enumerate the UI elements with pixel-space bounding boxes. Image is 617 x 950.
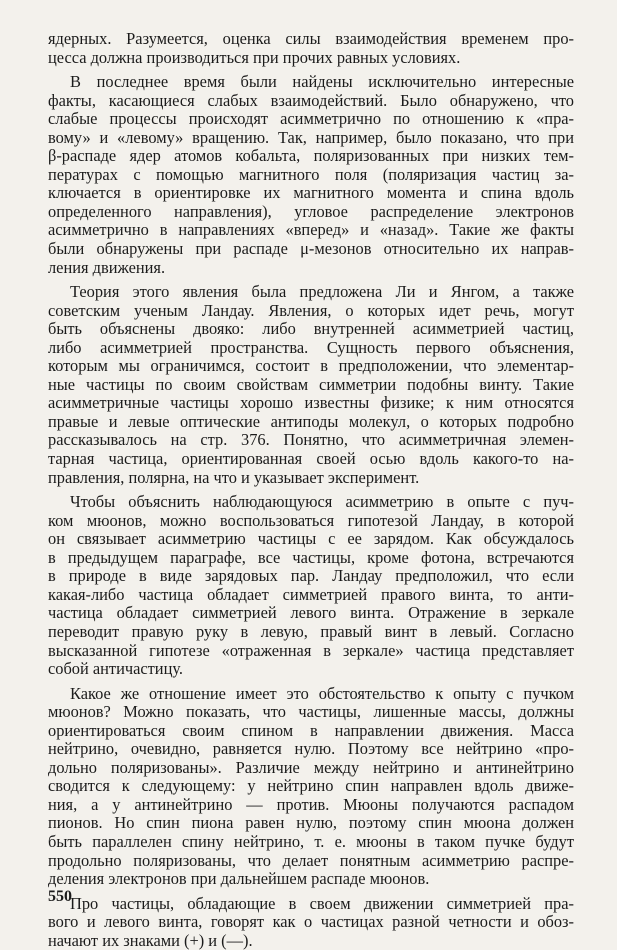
text-line: вому» и «левому» вращению. Так, например, было показано, что при	[48, 127, 574, 147]
text-line: в природе в виде зарядовых пар. Ландау предположил, что если	[48, 566, 574, 586]
text-line: асимметричные частицы хорошо известны физике; к ним относятся	[48, 393, 574, 413]
text-line: он связывает асимметрию частицы с ее зарядом. Как обсуждалось	[48, 529, 574, 549]
text-line: которым мы ограничимся, состоит в предположении, что элементар-	[48, 356, 574, 376]
text-line: либо асимметрией пространства. Сущность первого объяснения,	[48, 337, 574, 357]
text-line: мюонов? Можно показать, что частицы, лишенные массы, должны	[48, 702, 574, 722]
text-line: какая-либо частица обладает симметрией правого винта, то анти-	[48, 584, 574, 604]
paragraph	[48, 30, 574, 67]
paragraph	[48, 73, 574, 277]
text-line: были обнаружены при распаде μ-мезонов относительно их направ-	[48, 239, 574, 259]
text-line: советским ученым Ландау. Явления, о которых идет речь, могут	[48, 300, 574, 320]
text-line: правые и левые оптические антиподы молекул, о которых подробно	[48, 411, 574, 431]
paragraph	[48, 685, 574, 889]
text-line: дольно поляризованы». Различие между нейтрино и антинейтрино	[48, 757, 574, 777]
text-line: ния, а у антинейтрино — против. Мюоны получаются распадом	[48, 794, 574, 814]
text-line: тарная частица, ориентированная своей осью вдоль какого-то на-	[48, 449, 574, 469]
text-line: сводится к следующему: у нейтрино спин направлен вдоль движе-	[48, 776, 574, 796]
text-line: асимметрично в направлениях «вперед» и «назад». Такие же факты	[48, 220, 574, 240]
text-line: Теория этого явления была предложена Ли и Янгом, а также	[70, 282, 574, 302]
page-number: 550	[48, 888, 72, 905]
text-line: определенного направления), угловое распределение электронов	[48, 201, 574, 221]
text-line: правления, полярна, на что и указывает эксперимент.	[48, 467, 420, 487]
text-line: вого и левого винта, говорят как о частицах разной четности и обоз-	[48, 912, 574, 932]
text-line: частица обладает симметрией левого винта. Отражение в зеркале	[48, 603, 574, 623]
text-line: ключается в ориентировке их магнитного момента и спина вдоль	[48, 183, 574, 203]
text-line: пературах с помощью магнитного поля (поляризация частиц за-	[48, 164, 574, 184]
text-line: ления движения.	[48, 257, 166, 277]
text-line: β-распаде ядер атомов кобальта, поляризованных при низких тем-	[48, 146, 574, 166]
text-line: продольно поляризованы, что делает понятным асимметрию распре-	[48, 850, 574, 870]
text-line: начают их знаками (+) и (—).	[48, 930, 253, 950]
text-line: быть параллелен спину нейтрино, т. е. мюоны в таком пучке будут	[48, 831, 574, 851]
paragraph	[48, 895, 574, 950]
text-line: В последнее время были найдены исключительно интересные	[70, 72, 574, 92]
text-line: Чтобы объяснить наблюдающуюся асимметрию в опыте с пуч-	[70, 492, 574, 512]
text-line: слабые процессы происходят асимметрично по отношению к «пра-	[48, 109, 574, 129]
text-line: ядерных. Разумеется, оценка силы взаимодействия временем про-	[48, 29, 574, 48]
text-line: нейтрино, очевидно, равняется нулю. Поэтому все нейтрино «про-	[48, 739, 574, 759]
text-line: факты, касающиеся слабых взаимодействий. Было обнаружено, что	[48, 90, 574, 110]
text-line: ком мюонов, можно воспользоваться гипотезой Ландау, в которой	[48, 510, 574, 530]
text-line: собой античастицу.	[48, 659, 184, 679]
text-line: переводит правую руку в левую, правый винт в левый. Согласно	[48, 621, 574, 641]
body-text	[48, 30, 574, 950]
text-line: пионов. Но спин пиона равен нулю, поэтому спин мюона должен	[48, 813, 574, 833]
text-line: деления электронов при дальнейшем распаде мюонов.	[48, 869, 430, 889]
paragraph	[48, 493, 574, 678]
text-line: цесса должна производиться при прочих равных условиях.	[48, 47, 461, 67]
text-line: в предыдущем параграфе, все частицы, кроме фотона, встречаются	[48, 547, 574, 567]
paragraph	[48, 283, 574, 487]
text-line: ные частицы по своим свойствам симметрии подобны винту. Такие	[48, 374, 574, 394]
text-line: высказанной гипотезе «отраженная в зеркале» частица представляет	[48, 640, 574, 660]
text-line: Какое же отношение имеет это обстоятельство к опыту с пучком	[70, 683, 574, 703]
text-line: Про частицы, обладающие в своем движении симметрией пра-	[70, 893, 574, 913]
text-line: быть объяснены двояко: либо внутренней асимметрией частиц,	[48, 319, 574, 339]
text-line: рассказывалось на стр. 376. Понятно, что асимметричная элемен-	[48, 430, 574, 450]
text-line: ориентироваться своим спином в направлении движения. Масса	[48, 720, 574, 740]
